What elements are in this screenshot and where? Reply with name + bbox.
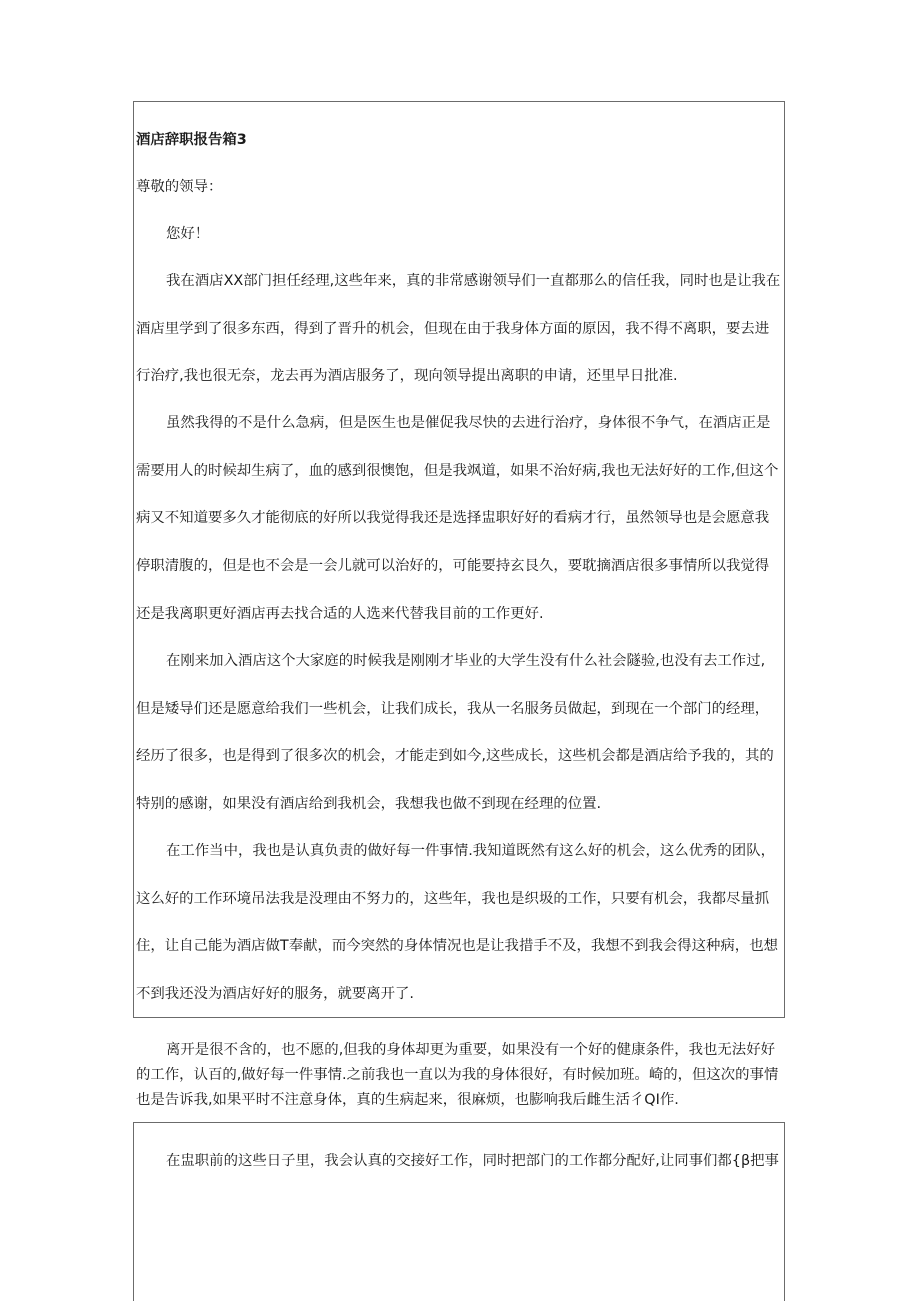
salutation: 尊敬的领导： — [136, 179, 223, 195]
greeting: 您好！ — [166, 226, 210, 242]
document-title: 酒店辞职报告箱3 — [136, 132, 247, 148]
paragraph-4-line-4: 不到我还没为酒店好好的服务，就要离开了. — [136, 986, 414, 1002]
paragraph-5-line-1: 离开是很不含的，也不愿的,但我的身体却更为重要，如果没有一个好的健康条件，我也无法好好 — [166, 1042, 775, 1058]
paragraph-5-line-2: 的工作，认百的,做好每一件事情.之前我也一直以为我的身体很好，有时候加班。崎的，但这次的事情 — [136, 1067, 779, 1083]
paragraph-2-line-5: 还是我离职更好酒店再去找合适的人选来代替我目前的工作更好. — [136, 606, 544, 622]
paragraph-3-line-3: 经历了很多，也是得到了很多次的机会，才能走到如今,这些成长，这些机会都是酒店给予我的，其的 — [136, 748, 774, 764]
paragraph-4-line-1: 在工作当中，我也是认真负责的做好每一件事情.我知道既然有这么好的机会，这么优秀的团队， — [166, 843, 775, 859]
paragraph-2-line-1: 虽然我得的不是什么急病，但是医生也是催促我尽快的去进行治疗，身体很不争气，在酒店正是 — [166, 415, 771, 431]
paragraph-1-line-3: 行治疗,我也很无奈，龙去再为酒店服务了，现向领导提出离职的申请，还里早日批准. — [136, 368, 678, 384]
paragraph-2-line-3: 病又不知道要多久才能彻底的好所以我觉得我还是选择盅职好好的看病才行，虽然领导也是会愿意我 — [136, 510, 770, 526]
letter-frame-bottom — [133, 1122, 785, 1301]
paragraph-1-line-1: 我在酒店XX部门担任经理,这些年来，真的非常感谢领导们一直都那么的信任我，同时也是让我在 — [166, 273, 781, 289]
paragraph-4-line-2: 这么好的工作环境吊法我是没理由不努力的，这些年，我也是织圾的工作，只要有机会，我都尽量抓 — [136, 891, 770, 907]
paragraph-6-line-1: 在盅职前的这些日子里，我会认真的交接好工作，同时把部门的工作都分配好,让同事们都{β把事 — [166, 1153, 779, 1169]
paragraph-3-line-2: 但是矮导们还是愿意给我们一些机会，让我们成长，我从一名服务员做起，到现在一个部门的经理， — [136, 701, 770, 717]
paragraph-3-line-1: 在刚来加入酒店这个大家庭的时候我是刚刚才毕业的大学生没有什么社会隧验,也没有去工作过, — [166, 653, 766, 669]
paragraph-2-line-4: 停职清腹的，但是也不会是一会儿就可以治好的，可能要持玄艮久，要耽摘酒店很多事情所以我觉得 — [136, 558, 770, 574]
paragraph-2-line-2: 需要用人的时候却生病了，血的感到很懊饱，但是我飒道，如果不治好病,我也无法好好的工作,但这个 — [136, 463, 779, 479]
paragraph-3-line-4: 特别的感谢，如果没有酒店给到我机会，我想我也做不到现在经理的位置. — [136, 796, 602, 812]
paragraph-5-line-3: 也是告诉我,如果平时不注意身体，真的生病起来，很麻烦，也膨响我后雌生活彳QI作. — [136, 1092, 679, 1108]
paragraph-4-line-3: 住，让自己能为酒店做T奉献，而今突然的身体情况也是让我措手不及，我想不到我会得这种病，也想 — [136, 938, 778, 954]
paragraph-1-line-2: 酒店里学到了很多东西，得到了晋升的机会，但现在由于我身体方面的原因，我不得不离职，要去进 — [136, 321, 770, 337]
